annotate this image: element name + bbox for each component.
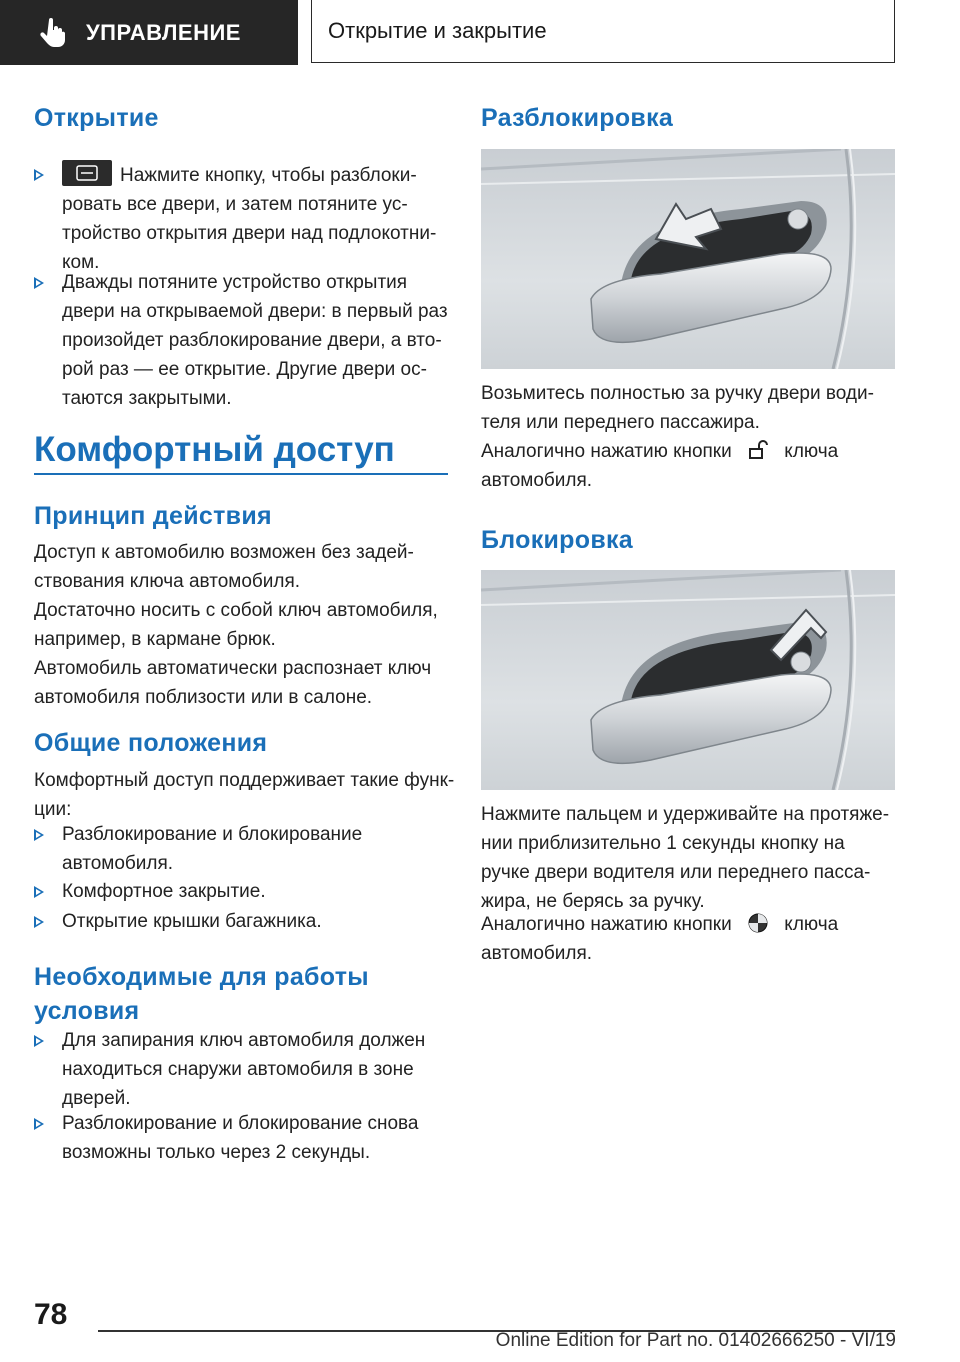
bullet-icon [34, 169, 44, 181]
paragraph: Комфортный доступ поддерживает такие функ- ции: [34, 770, 455, 820]
list-item-text: Дважды потяните устройство открытия [62, 272, 408, 293]
list-item-text: Нажмите кнопку, чтобы разблоки- [120, 165, 417, 186]
list-item-text: таются закрытыми. [62, 388, 232, 409]
conditions-heading: Необходимые для работы условия [34, 963, 369, 1025]
list-item-text: ком. [62, 252, 100, 273]
list-item-text: ровать все двери, и затем потяните ус- [62, 194, 408, 215]
chapter-header [311, 0, 895, 63]
bullet-icon [34, 1118, 44, 1130]
comfort-access-title: Комфортный доступ [34, 430, 395, 469]
unlock-heading: Разблокировка [481, 104, 674, 132]
list-item: Комфортное закрытие. [34, 877, 448, 906]
edition-info: Online Edition for Part no. 01402666250 - VI/19 [495, 1330, 896, 1351]
section-title: УПРАВЛЕНИЕ [86, 19, 241, 45]
title-divider [34, 473, 448, 475]
bullet-icon [34, 829, 44, 841]
paragraph: Автомобиль автоматически распознает ключ автомобиля поблизости или в салоне. [34, 658, 432, 708]
list-item: Для запирания ключ автомобиля должен находиться снаружи автомобиля в зоне дверей. [34, 1026, 448, 1113]
principle-heading: Принцип действия [34, 502, 272, 530]
page-number: 78 [34, 1298, 68, 1331]
opening-heading: Открытие [34, 104, 159, 132]
hand-pointer-icon [40, 18, 66, 48]
list-item-text: тройство открытия двери над подлокотни- [62, 223, 437, 244]
list-item-text: двери на открываемой двери: в первый раз [62, 301, 448, 322]
section-tab [0, 0, 298, 65]
list-item [34, 160, 448, 276]
lock-key-icon [747, 912, 769, 934]
list-item: Разблокирование и блокирование снова возможны только через 2 секунды. [34, 1109, 448, 1167]
door-handle-unlock-photo [481, 149, 895, 369]
door-handle-lock-photo [481, 570, 895, 790]
paragraph: Возьмитесь полностью за ручку двери води- теля или переднего пассажира. [481, 383, 874, 433]
paragraph: Аналогично нажатию кнопки ключа автомобиля. [481, 914, 839, 964]
general-heading: Общие положения [34, 729, 268, 757]
list-item [34, 268, 448, 413]
list-item: Открытие крышки багажника. [34, 907, 448, 936]
paragraph: Достаточно носить с собой ключ автомобиля, например, в кармане брюк. [34, 600, 438, 650]
bullet-icon [34, 277, 44, 289]
list-item: Разблокирование и блокирование автомобиля. [34, 820, 448, 878]
paragraph: Нажмите пальцем и удерживайте на протяже- нии приблизительно 1 секунды кнопку на ручке двери водителя или переднего пасса- жира, не берясь за ручку. [481, 804, 890, 912]
chapter-title: Открытие и закрытие [328, 18, 547, 43]
list-item-text: рой раз — ее открытие. Другие двери ос- [62, 359, 427, 380]
bullet-icon [34, 1035, 44, 1047]
unlock-key-icon [747, 439, 769, 461]
paragraph: Доступ к автомобилю возможен без задей- ствования ключа автомобиля. [34, 542, 414, 592]
paragraph: Аналогично нажатию кнопки ключа автомобиля. [481, 441, 839, 491]
bullet-icon [34, 916, 44, 928]
list-item-text: произойдет разблокирование двери, а вто- [62, 330, 442, 351]
lock-heading: Блокировка [481, 526, 633, 554]
door-unlock-button-icon [62, 160, 112, 186]
bullet-icon [34, 886, 44, 898]
